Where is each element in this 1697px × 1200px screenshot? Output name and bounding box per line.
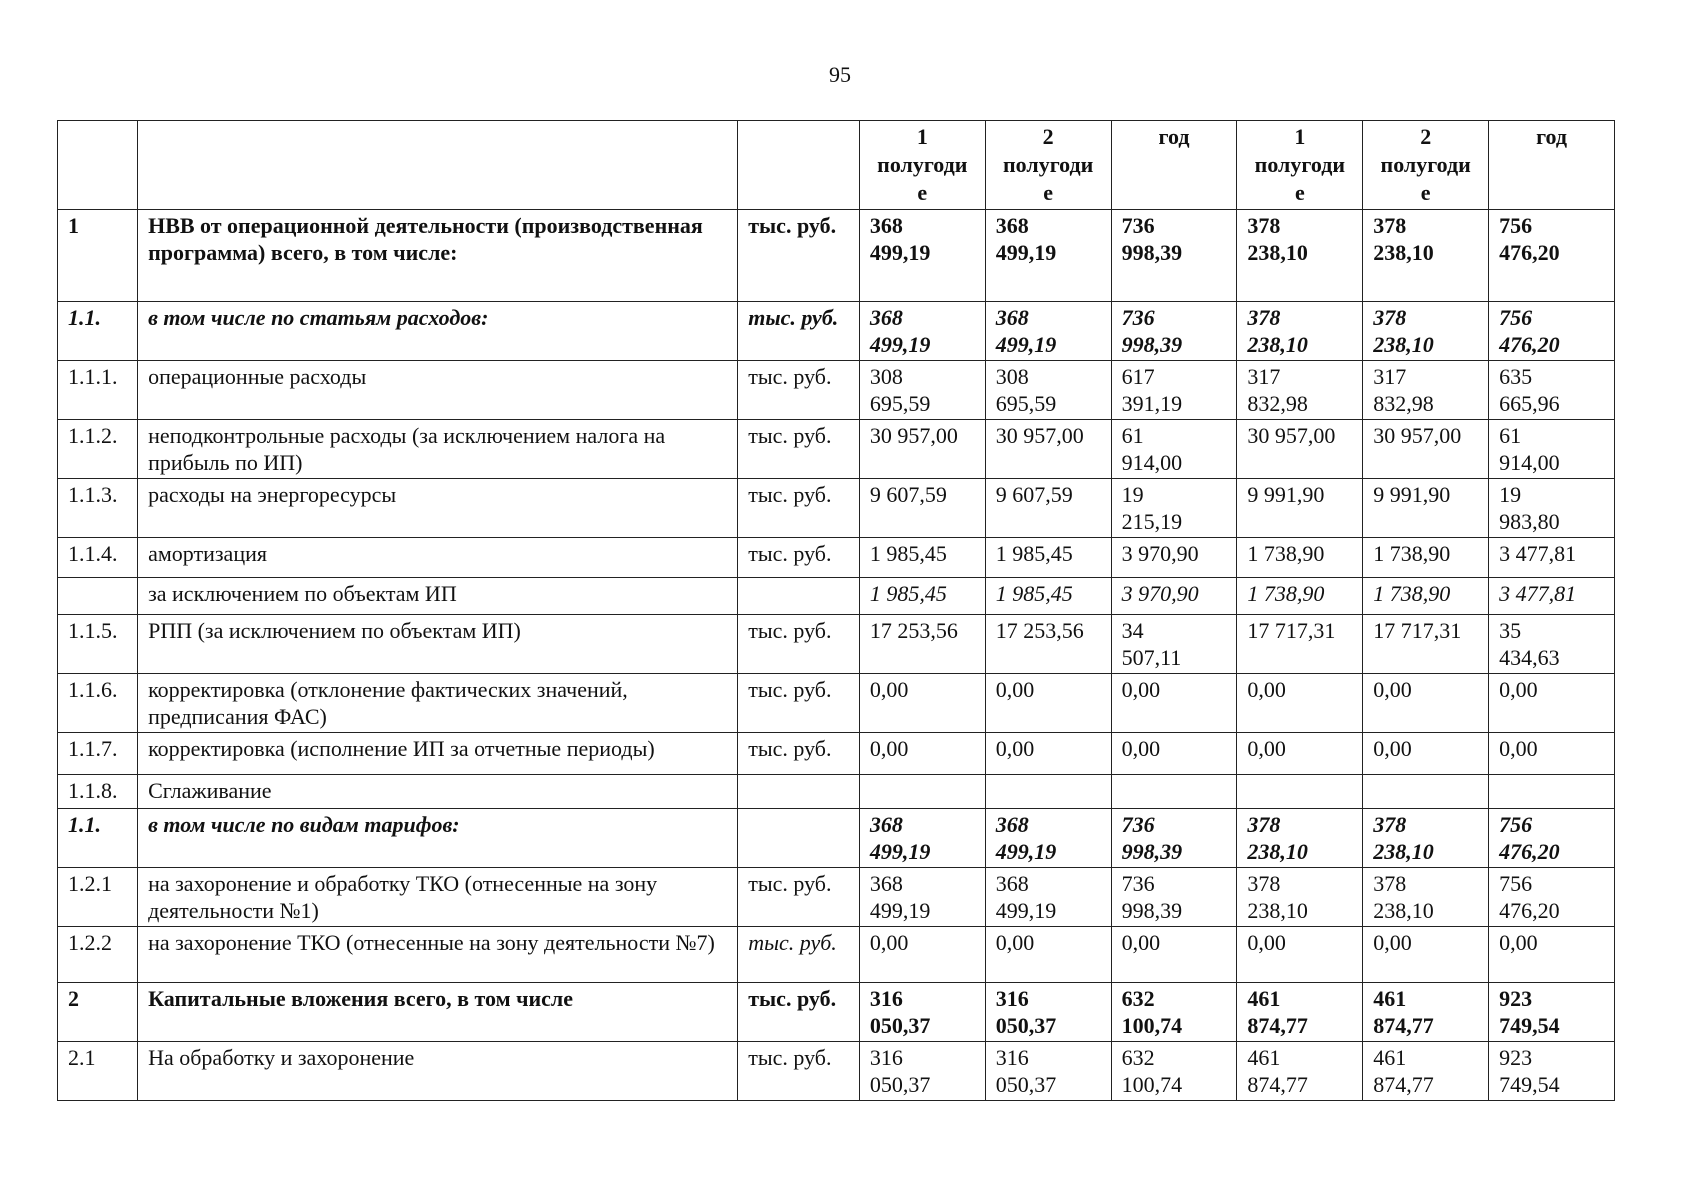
row-number: 2: [58, 983, 138, 1042]
value-cell: 378 238,10: [1363, 302, 1489, 361]
row-name: на захоронение и обработку ТКО (отнесенные на зону деятельности №1): [138, 868, 738, 927]
row-number: 1: [58, 210, 138, 302]
header-cell: [738, 121, 860, 210]
value-cell: 368 499,19: [985, 809, 1111, 868]
value-cell: 632 100,74: [1111, 1042, 1237, 1101]
row-number: 1.2.2: [58, 927, 138, 983]
value-cell: 635 665,96: [1489, 361, 1615, 420]
row-unit: тыс. руб.: [738, 868, 860, 927]
table-row: [58, 538, 1615, 578]
row-number: 1.1.5.: [58, 615, 138, 674]
row-unit: тыс. руб.: [738, 210, 860, 302]
row-unit: тыс. руб.: [738, 361, 860, 420]
row-unit: [738, 775, 860, 809]
value-cell: 0,00: [1363, 927, 1489, 983]
table-row: [58, 615, 1615, 674]
value-cell: 368 499,19: [859, 868, 985, 927]
row-unit: тыс. руб.: [738, 479, 860, 538]
value-cell: 19 215,19: [1111, 479, 1237, 538]
value-cell: 3 477,81: [1489, 538, 1615, 578]
value-cell: 0,00: [859, 733, 985, 775]
table-row: [58, 983, 1615, 1042]
value-cell: 756 476,20: [1489, 809, 1615, 868]
table-row: [58, 361, 1615, 420]
value-cell: 378 238,10: [1363, 809, 1489, 868]
row-unit: тыс. руб.: [738, 983, 860, 1042]
value-cell: 1 985,45: [985, 538, 1111, 578]
table-row: [58, 775, 1615, 809]
value-cell: 316 050,37: [985, 1042, 1111, 1101]
value-cell: 9 607,59: [985, 479, 1111, 538]
value-cell: 0,00: [1489, 927, 1615, 983]
value-cell: 3 970,90: [1111, 578, 1237, 615]
value-cell: 35 434,63: [1489, 615, 1615, 674]
value-cell: [985, 775, 1111, 809]
row-number: 1.1.1.: [58, 361, 138, 420]
value-cell: 30 957,00: [985, 420, 1111, 479]
value-cell: 617 391,19: [1111, 361, 1237, 420]
value-cell: 0,00: [985, 733, 1111, 775]
table-row: [58, 479, 1615, 538]
row-number: 1.2.1: [58, 868, 138, 927]
value-cell: 0,00: [985, 927, 1111, 983]
value-cell: 30 957,00: [1363, 420, 1489, 479]
value-cell: 368 499,19: [859, 302, 985, 361]
table-row: [58, 302, 1615, 361]
value-cell: 923 749,54: [1489, 1042, 1615, 1101]
value-cell: 736 998,39: [1111, 868, 1237, 927]
row-unit: тыс. руб.: [738, 302, 860, 361]
table-row: [58, 809, 1615, 868]
value-cell: 0,00: [985, 674, 1111, 733]
value-cell: 0,00: [1237, 733, 1363, 775]
value-cell: 1 985,45: [859, 538, 985, 578]
value-cell: 0,00: [1363, 674, 1489, 733]
value-cell: 736 998,39: [1111, 302, 1237, 361]
value-cell: 368 499,19: [859, 210, 985, 302]
value-cell: 17 717,31: [1363, 615, 1489, 674]
row-name: в том числе по видам тарифов:: [138, 809, 738, 868]
value-cell: 1 985,45: [859, 578, 985, 615]
header-cell: 2 полугоди е: [1363, 121, 1489, 210]
row-number: 1.1.6.: [58, 674, 138, 733]
row-name: Капитальные вложения всего, в том числе: [138, 983, 738, 1042]
value-cell: 1 738,90: [1363, 578, 1489, 615]
value-cell: 736 998,39: [1111, 210, 1237, 302]
value-cell: 0,00: [1363, 733, 1489, 775]
row-name: на захоронение ТКО (отнесенные на зону деятельности №7): [138, 927, 738, 983]
value-cell: 1 738,90: [1363, 538, 1489, 578]
value-cell: 61 914,00: [1111, 420, 1237, 479]
row-name: неподконтрольные расходы (за исключением налога на прибыль по ИП): [138, 420, 738, 479]
row-name: РПП (за исключением по объектам ИП): [138, 615, 738, 674]
value-cell: 1 738,90: [1237, 578, 1363, 615]
table-row: [58, 578, 1615, 615]
header-cell: год: [1489, 121, 1615, 210]
row-number: 1.1.4.: [58, 538, 138, 578]
value-cell: 368 499,19: [985, 868, 1111, 927]
value-cell: [1237, 775, 1363, 809]
value-cell: 0,00: [1489, 733, 1615, 775]
value-cell: 0,00: [1111, 674, 1237, 733]
row-number: 2.1: [58, 1042, 138, 1101]
row-number: 1.1.8.: [58, 775, 138, 809]
row-name: корректировка (исполнение ИП за отчетные периоды): [138, 733, 738, 775]
value-cell: 0,00: [1111, 733, 1237, 775]
value-cell: 19 983,80: [1489, 479, 1615, 538]
row-name: операционные расходы: [138, 361, 738, 420]
value-cell: 17 253,56: [985, 615, 1111, 674]
table-row: [58, 868, 1615, 927]
row-number: 1.1.2.: [58, 420, 138, 479]
row-name: На обработку и захоронение: [138, 1042, 738, 1101]
value-cell: 308 695,59: [985, 361, 1111, 420]
row-unit: [738, 578, 860, 615]
header-cell: 1 полугоди е: [1237, 121, 1363, 210]
header-cell: 1 полугоди е: [859, 121, 985, 210]
row-unit: тыс. руб.: [738, 615, 860, 674]
value-cell: 736 998,39: [1111, 809, 1237, 868]
value-cell: 378 238,10: [1363, 210, 1489, 302]
value-cell: [1489, 775, 1615, 809]
value-cell: 378 238,10: [1237, 809, 1363, 868]
row-name: амортизация: [138, 538, 738, 578]
value-cell: 317 832,98: [1363, 361, 1489, 420]
value-cell: 461 874,77: [1237, 983, 1363, 1042]
header-cell: [58, 121, 138, 210]
value-cell: 0,00: [1111, 927, 1237, 983]
value-cell: [1363, 775, 1489, 809]
row-number: [58, 578, 138, 615]
header-cell: год: [1111, 121, 1237, 210]
value-cell: 1 985,45: [985, 578, 1111, 615]
table-row: [58, 210, 1615, 302]
value-cell: 0,00: [1237, 674, 1363, 733]
row-unit: тыс. руб.: [738, 538, 860, 578]
value-cell: 30 957,00: [1237, 420, 1363, 479]
value-cell: 923 749,54: [1489, 983, 1615, 1042]
value-cell: 461 874,77: [1363, 983, 1489, 1042]
value-cell: 756 476,20: [1489, 868, 1615, 927]
value-cell: 368 499,19: [985, 210, 1111, 302]
value-cell: 378 238,10: [1237, 210, 1363, 302]
row-unit: тыс. руб.: [738, 733, 860, 775]
value-cell: 9 607,59: [859, 479, 985, 538]
row-number: 1.1.: [58, 809, 138, 868]
value-cell: 316 050,37: [859, 1042, 985, 1101]
table-row: [58, 927, 1615, 983]
row-unit: тыс. руб.: [738, 420, 860, 479]
value-cell: 756 476,20: [1489, 302, 1615, 361]
value-cell: 61 914,00: [1489, 420, 1615, 479]
value-cell: 17 717,31: [1237, 615, 1363, 674]
value-cell: 378 238,10: [1237, 302, 1363, 361]
value-cell: 378 238,10: [1363, 868, 1489, 927]
value-cell: [859, 775, 985, 809]
table-row: [58, 1042, 1615, 1101]
row-name: корректировка (отклонение фактических значений, предписания ФАС): [138, 674, 738, 733]
header-cell: 2 полугоди е: [985, 121, 1111, 210]
value-cell: 30 957,00: [859, 420, 985, 479]
value-cell: 3 970,90: [1111, 538, 1237, 578]
table-row: [58, 420, 1615, 479]
row-name: в том числе по статьям расходов:: [138, 302, 738, 361]
value-cell: 0,00: [1237, 927, 1363, 983]
row-name: расходы на энергоресурсы: [138, 479, 738, 538]
value-cell: 461 874,77: [1237, 1042, 1363, 1101]
table-row: [58, 674, 1615, 733]
page-number: 95: [829, 62, 851, 87]
row-name: Сглаживание: [138, 775, 738, 809]
row-number: 1.1.7.: [58, 733, 138, 775]
row-unit: тыс. руб.: [738, 674, 860, 733]
value-cell: 632 100,74: [1111, 983, 1237, 1042]
row-unit: тыс. руб.: [738, 1042, 860, 1101]
table-header-row: [58, 121, 1615, 210]
value-cell: 368 499,19: [985, 302, 1111, 361]
value-cell: 756 476,20: [1489, 210, 1615, 302]
row-name: НВВ от операционной деятельности (производственная программа) всего, в том числе:: [138, 210, 738, 302]
value-cell: 34 507,11: [1111, 615, 1237, 674]
value-cell: 0,00: [859, 927, 985, 983]
value-cell: 368 499,19: [859, 809, 985, 868]
value-cell: 317 832,98: [1237, 361, 1363, 420]
value-cell: 461 874,77: [1363, 1042, 1489, 1101]
row-unit: тыс. руб.: [738, 927, 860, 983]
value-cell: [1111, 775, 1237, 809]
row-number: 1.1.3.: [58, 479, 138, 538]
value-cell: 316 050,37: [985, 983, 1111, 1042]
budget-table: [57, 120, 1615, 1101]
value-cell: 1 738,90: [1237, 538, 1363, 578]
table-row: [58, 733, 1615, 775]
value-cell: 17 253,56: [859, 615, 985, 674]
value-cell: 308 695,59: [859, 361, 985, 420]
value-cell: 316 050,37: [859, 983, 985, 1042]
value-cell: 378 238,10: [1237, 868, 1363, 927]
value-cell: 9 991,90: [1237, 479, 1363, 538]
row-name: за исключением по объектам ИП: [138, 578, 738, 615]
value-cell: 0,00: [1489, 674, 1615, 733]
row-number: 1.1.: [58, 302, 138, 361]
value-cell: 3 477,81: [1489, 578, 1615, 615]
header-cell: [138, 121, 738, 210]
row-unit: [738, 809, 860, 868]
value-cell: 0,00: [859, 674, 985, 733]
value-cell: 9 991,90: [1363, 479, 1489, 538]
